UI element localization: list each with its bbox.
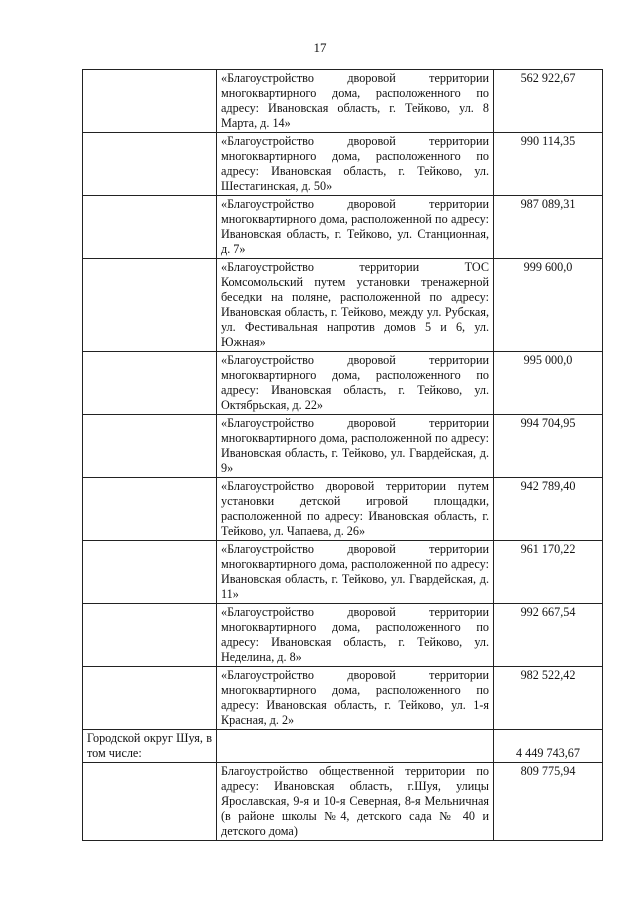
amount-cell: 982 522,42 xyxy=(494,667,603,730)
description-cell: «Благоустройство дворовой территории путем установки детской игровой площадки, расположенной по адресу: Ивановская область, г. Тейково, ул. Чапаева, д. 26» xyxy=(217,478,494,541)
district-cell xyxy=(83,541,217,604)
amount-cell: 4 449 743,67 xyxy=(494,730,603,763)
district-cell xyxy=(83,259,217,352)
amount-cell: 987 089,31 xyxy=(494,196,603,259)
budget-table xyxy=(82,69,603,841)
amount-cell: 994 704,95 xyxy=(494,415,603,478)
district-cell xyxy=(83,133,217,196)
amount-cell: 990 114,35 xyxy=(494,133,603,196)
amount-cell: 995 000,0 xyxy=(494,352,603,415)
table-row-subtotal xyxy=(83,730,603,763)
description-cell: «Благоустройство дворовой территории многоквартирного дома, расположенной по адресу: Ивановская область, г. Тейково, ул. Гвардейская, д. 11» xyxy=(217,541,494,604)
table-row xyxy=(83,604,603,667)
table-row xyxy=(83,133,603,196)
table-row xyxy=(83,478,603,541)
table-row xyxy=(83,763,603,841)
district-cell xyxy=(83,70,217,133)
description-cell: «Благоустройство дворовой территории многоквартирного дома, расположенной по адресу: Ивановская область, г. Тейково, ул. Станционная, д. 7» xyxy=(217,196,494,259)
description-cell: «Благоустройство дворовой территории многоквартирного дома, расположенного по адресу: Ивановская область, г. Тейково, ул. Октябрьская, д. 22» xyxy=(217,352,494,415)
district-cell xyxy=(83,667,217,730)
district-cell xyxy=(83,604,217,667)
district-cell xyxy=(83,478,217,541)
table-row xyxy=(83,667,603,730)
district-cell xyxy=(83,352,217,415)
table-row xyxy=(83,196,603,259)
description-cell: Благоустройство общественной территории по адресу: Ивановская область, г.Шуя, улицы Ярославская, 9-я и 10-я Северная, 8-я Мельничная (в районе школы №4, детского сада № 40 и детского дома) xyxy=(217,763,494,841)
amount-cell: 942 789,40 xyxy=(494,478,603,541)
table-row xyxy=(83,70,603,133)
table-row xyxy=(83,259,603,352)
table-row xyxy=(83,352,603,415)
page-number: 17 xyxy=(313,40,327,55)
amount-cell: 961 170,22 xyxy=(494,541,603,604)
district-cell xyxy=(83,763,217,841)
amount-cell: 992 667,54 xyxy=(494,604,603,667)
description-cell xyxy=(217,730,494,763)
amount-cell: 562 922,67 xyxy=(494,70,603,133)
amount-cell: 999 600,0 xyxy=(494,259,603,352)
district-cell xyxy=(83,196,217,259)
description-cell: «Благоустройство дворовой территории многоквартирного дома, расположенного по адресу: Ивановская область, г. Тейково, ул. 8 Марта, д. 14» xyxy=(217,70,494,133)
description-cell: «Благоустройство дворовой территории многоквартирного дома, расположенного по адресу: Ивановская область, г. Тейково, ул. Неделина, д. 8» xyxy=(217,604,494,667)
description-cell: «Благоустройство дворовой территории многоквартирного дома, расположенного по адресу: Ивановская область, г. Тейково, ул. 1-я Красная, д. 2» xyxy=(217,667,494,730)
description-cell: «Благоустройство дворовой территории многоквартирного дома, расположенного по адресу: Ивановская область, г. Тейково, ул. Шестагинская, д. 50» xyxy=(217,133,494,196)
description-cell: «Благоустройство территории ТОС Комсомольский путем установки тренажерной беседки на поляне, расположенной по адресу: Ивановская область, г. Тейково, между ул. Рубская, ул. Фестивальная напротив домов 5 и 6, ул. Южная» xyxy=(217,259,494,352)
description-cell: «Благоустройство дворовой территории многоквартирного дома, расположенной по адресу: Ивановская область, г. Тейково, ул. Гвардейская, д. 9» xyxy=(217,415,494,478)
amount-cell: 809 775,94 xyxy=(494,763,603,841)
district-cell xyxy=(83,415,217,478)
district-cell: Городской округ Шуя, в том числе: xyxy=(83,730,217,763)
table-row xyxy=(83,541,603,604)
table-row xyxy=(83,415,603,478)
